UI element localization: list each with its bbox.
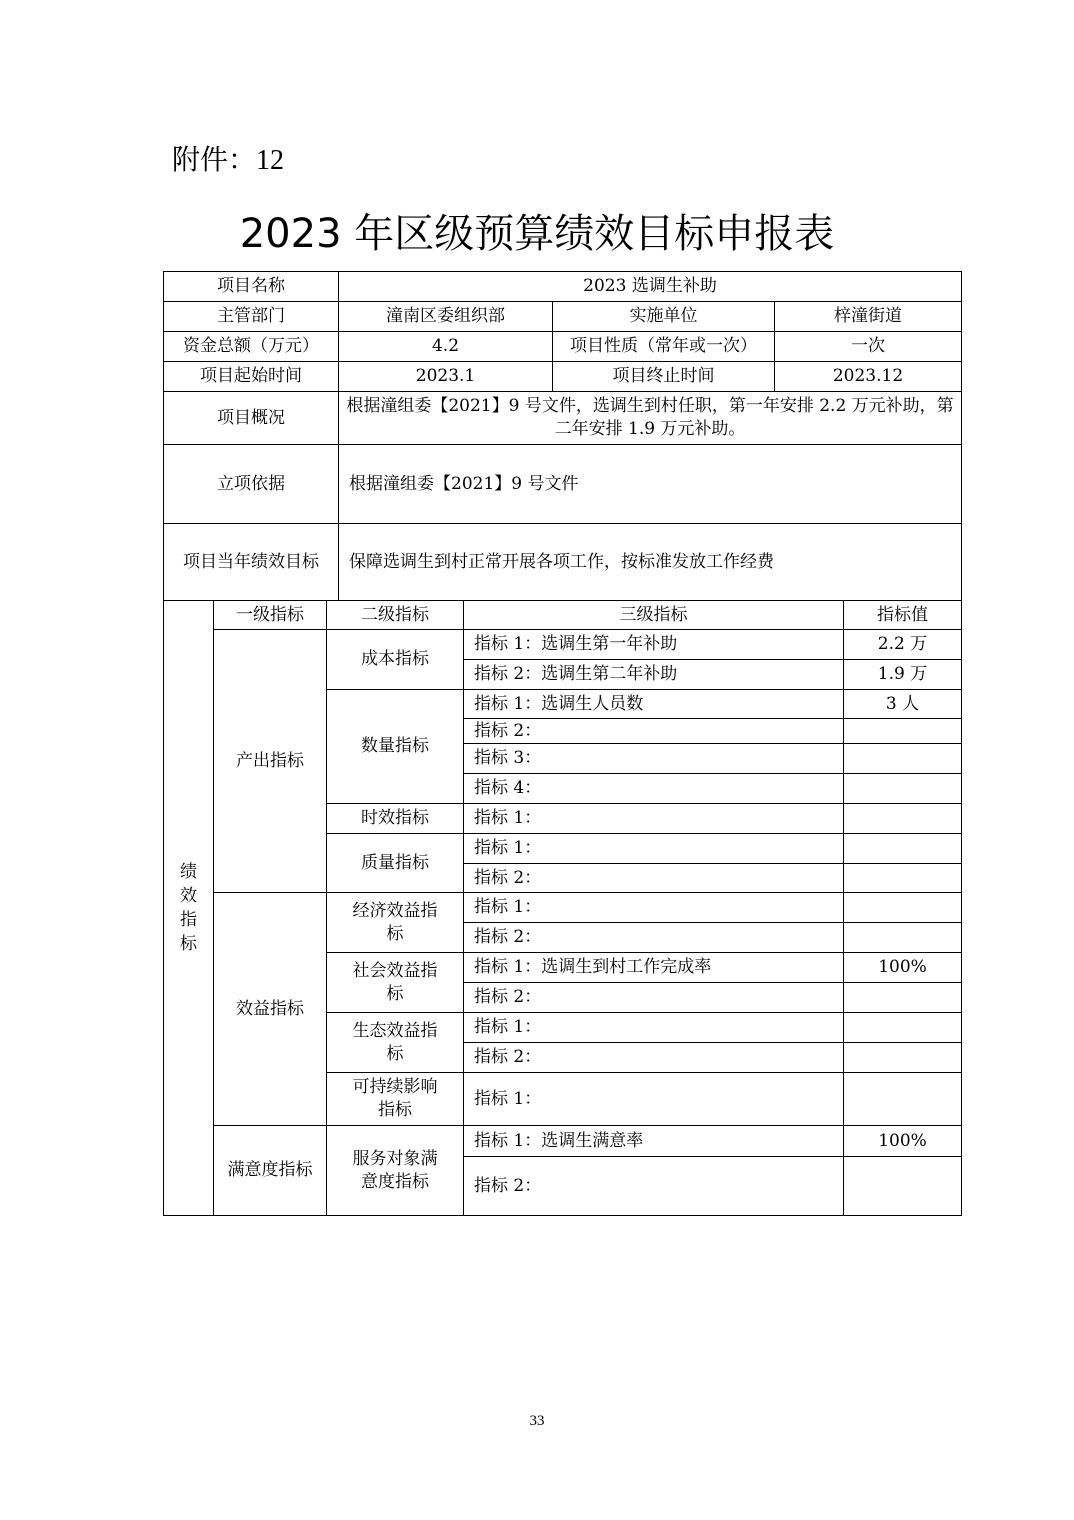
basis-label: 立项依据 (164, 445, 339, 524)
quality-indicator-1-value (844, 834, 962, 864)
quantity-indicator-3-value (844, 744, 962, 774)
economic-indicator-1-value (844, 893, 962, 923)
end-label: 项目终止时间 (553, 362, 775, 392)
satisfaction-indicator-label: 满意度指标 (214, 1126, 327, 1216)
page-title: 2023 年区级预算绩效目标申报表 (239, 211, 835, 257)
quantity-indicator-2: 指标 2： (464, 719, 844, 744)
project-name-value: 2023 选调生补助 (339, 272, 962, 302)
quantity-indicator-3: 指标 3： (464, 744, 844, 774)
col-header-value: 指标值 (844, 601, 962, 630)
table-row (164, 1126, 962, 1157)
sustainable-indicator-1-value (844, 1073, 962, 1126)
cost-indicator-1: 指标 1：选调生第一年补助 (464, 630, 844, 660)
table-row (164, 630, 962, 660)
nature-label: 项目性质（常年或一次） (553, 332, 775, 362)
col-header-l3: 三级指标 (464, 601, 844, 630)
quality-indicator-2-value (844, 864, 962, 893)
cost-indicator-2-value: 1.9 万 (844, 660, 962, 690)
sustainable-indicator-label: 可持续影响指标 (327, 1073, 464, 1126)
start-value: 2023.1 (339, 362, 553, 392)
row-basis (164, 445, 962, 524)
side-label-indicators: 绩效指标 (164, 601, 214, 1216)
overview-label: 项目概况 (164, 392, 339, 445)
satisfaction-indicator-2: 指标 2： (464, 1157, 844, 1216)
economic-indicator-1: 指标 1： (464, 893, 844, 923)
basis-value: 根据潼组委【2021】9 号文件 (339, 445, 962, 524)
output-indicator-label: 产出指标 (214, 630, 327, 893)
nature-value: 一次 (775, 332, 962, 362)
page-number: 33 (529, 1413, 545, 1429)
timeliness-indicator-label: 时效指标 (327, 804, 464, 834)
attachment-prefix: 附件： (172, 143, 257, 176)
timeliness-indicator-1: 指标 1： (464, 804, 844, 834)
service-satisfaction-label: 服务对象满意度指标 (327, 1126, 464, 1216)
satisfaction-indicator-1: 指标 1：选调生满意率 (464, 1126, 844, 1157)
dept-label: 主管部门 (164, 302, 339, 332)
cost-indicator-2: 指标 2：选调生第二年补助 (464, 660, 844, 690)
economic-indicator-label: 经济效益指标 (327, 893, 464, 953)
funds-label: 资金总额（万元） (164, 332, 339, 362)
project-name-label: 项目名称 (164, 272, 339, 302)
impl-value: 梓潼街道 (775, 302, 962, 332)
ecological-indicator-1: 指标 1： (464, 1013, 844, 1043)
quantity-indicator-1: 指标 1：选调生人员数 (464, 690, 844, 719)
economic-indicator-2-value (844, 923, 962, 953)
table-row (164, 893, 962, 923)
funds-value: 4.2 (339, 332, 553, 362)
impl-label: 实施单位 (553, 302, 775, 332)
dept-value: 潼南区委组织部 (339, 302, 553, 332)
satisfaction-indicator-2-value (844, 1157, 962, 1216)
row-goal (164, 524, 962, 601)
quality-indicator-2: 指标 2： (464, 864, 844, 893)
quantity-indicator-4-value (844, 774, 962, 804)
ecological-indicator-label: 生态效益指标 (327, 1013, 464, 1073)
sustainable-indicator-1: 指标 1： (464, 1073, 844, 1126)
row-department (164, 302, 962, 332)
col-header-l2: 二级指标 (327, 601, 464, 630)
row-funds (164, 332, 962, 362)
quality-indicator-1: 指标 1： (464, 834, 844, 864)
cost-indicator-1-value: 2.2 万 (844, 630, 962, 660)
social-indicator-1-value: 100% (844, 953, 962, 983)
quantity-indicator-2-value (844, 719, 962, 744)
indicator-header-row (164, 601, 962, 630)
quality-indicator-label: 质量指标 (327, 834, 464, 893)
overview-value: 根据潼组委【2021】9 号文件，选调生到村任职，第一年安排 2.2 万元补助，第二年安排 1.9 万元补助。 (339, 392, 962, 445)
economic-indicator-2: 指标 2： (464, 923, 844, 953)
benefit-indicator-label: 效益指标 (214, 893, 327, 1126)
cost-indicator-label: 成本指标 (327, 630, 464, 690)
attachment-number: 12 (256, 145, 285, 176)
col-header-l1: 一级指标 (214, 601, 327, 630)
social-indicator-2-value (844, 983, 962, 1013)
quantity-indicator-4: 指标 4： (464, 774, 844, 804)
quantity-indicator-label: 数量指标 (327, 690, 464, 804)
row-overview (164, 392, 962, 445)
social-indicator-2: 指标 2： (464, 983, 844, 1013)
social-indicator-1: 指标 1：选调生到村工作完成率 (464, 953, 844, 983)
row-period (164, 362, 962, 392)
ecological-indicator-2-value (844, 1043, 962, 1073)
ecological-indicator-2: 指标 2： (464, 1043, 844, 1073)
satisfaction-indicator-1-value: 100% (844, 1126, 962, 1157)
budget-target-table (163, 271, 962, 1216)
goal-value: 保障选调生到村正常开展各项工作，按标准发放工作经费 (339, 524, 962, 601)
row-project-name (164, 272, 962, 302)
quantity-indicator-1-value: 3 人 (844, 690, 962, 719)
goal-label: 项目当年绩效目标 (164, 524, 339, 601)
end-value: 2023.12 (775, 362, 962, 392)
social-indicator-label: 社会效益指标 (327, 953, 464, 1013)
attachment-label (172, 138, 284, 178)
ecological-indicator-1-value (844, 1013, 962, 1043)
timeliness-indicator-1-value (844, 804, 962, 834)
start-label: 项目起始时间 (164, 362, 339, 392)
